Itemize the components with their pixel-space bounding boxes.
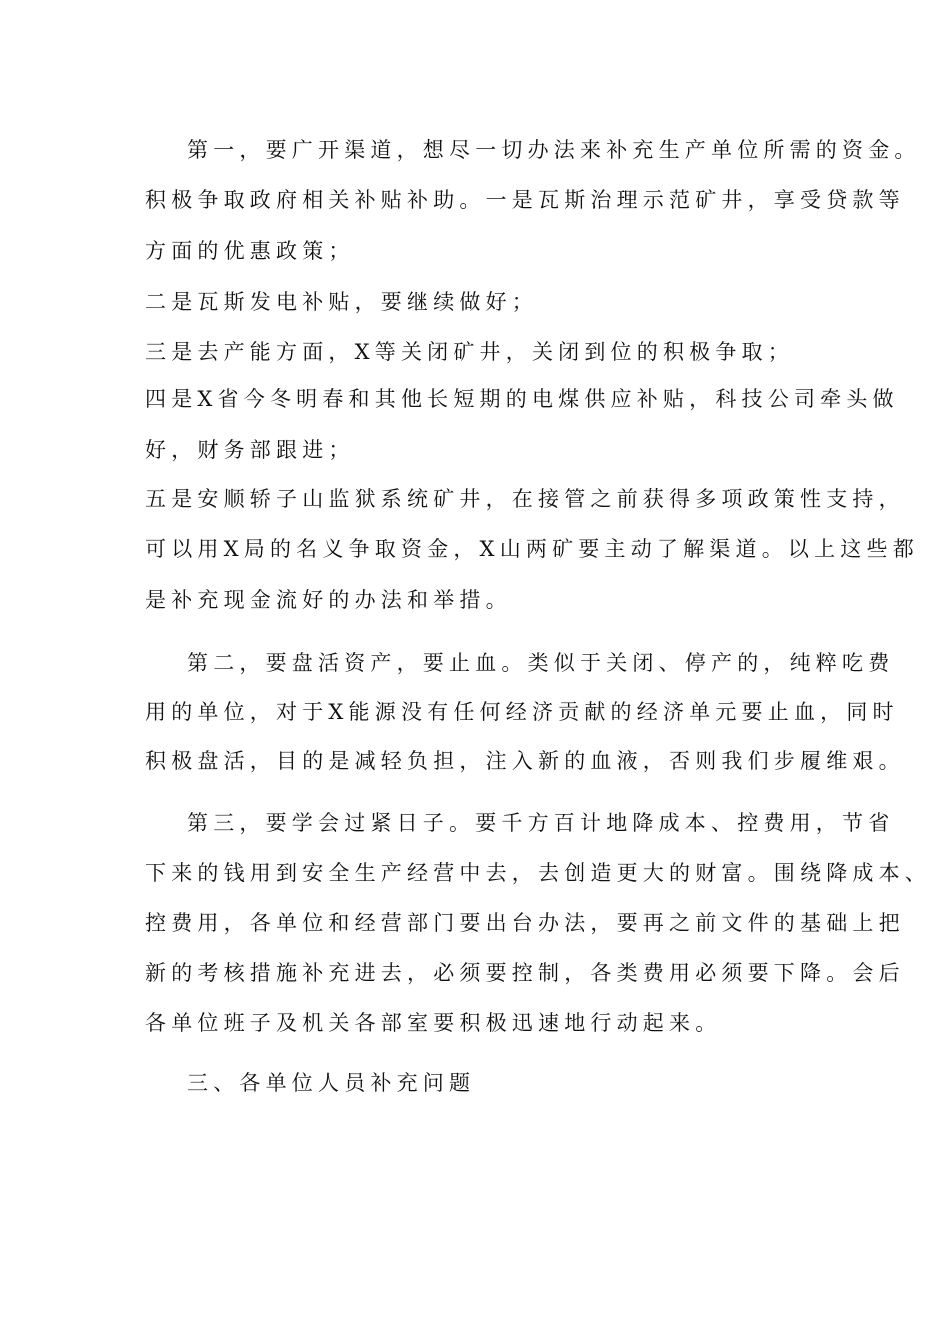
text-line: 积极盘活，目的是减轻负担，注入新的血液，否则我们步履维艰。 [145, 749, 905, 773]
text-line: 方面的优惠政策； [145, 239, 355, 263]
text-line: 三是去产能方面，X等关闭矿井，关闭到位的积极争取； [145, 340, 794, 364]
text-line: 用的单位，对于X能源没有任何经济贡献的经济单元要止血，同时 [145, 700, 899, 724]
text-line: 各单位班子及机关各部室要积极迅速地行动起来。 [145, 1011, 722, 1035]
text-line: 四是X省今冬明春和其他长短期的电煤供应补贴，科技公司牵头做 [145, 387, 899, 411]
text-line: 积极争取政府相关补贴补助。一是瓦斯治理示范矿井，享受贷款等 [145, 188, 905, 212]
text-line: 第二，要盘活资产，要止血。类似于关闭、停产的，纯粹吃费 [187, 651, 895, 675]
text-line: 五是安顺轿子山监狱系统矿井，在接管之前获得多项政策性支持， [145, 487, 905, 511]
text-line: 第三，要学会过紧日子。要千方百计地降成本、控费用，节省 [187, 811, 895, 835]
text-line: 下来的钱用到安全生产经营中去，去创造更大的财富。围绕降成本、 [145, 861, 931, 885]
text-line: 第一，要广开渠道，想尽一切办法来补充生产单位所需的资金。 [187, 138, 921, 162]
text-line: 可以用X局的名义争取资金，X山两矿要主动了解渠道。以上这些都 [145, 537, 919, 561]
text-line: 是补充现金流好的办法和举措。 [145, 588, 512, 612]
text-line: 控费用，各单位和经营部门要出台办法，要再之前文件的基础上把 [145, 911, 905, 935]
text-line: 二是瓦斯发电补贴，要继续做好； [145, 290, 538, 314]
section-heading: 三、各单位人员补充问题 [187, 1071, 476, 1095]
text-line: 好，财务部跟进； [145, 438, 355, 462]
text-line: 新的考核措施补充进去，必须要控制，各类费用必须要下降。会后 [145, 961, 905, 985]
